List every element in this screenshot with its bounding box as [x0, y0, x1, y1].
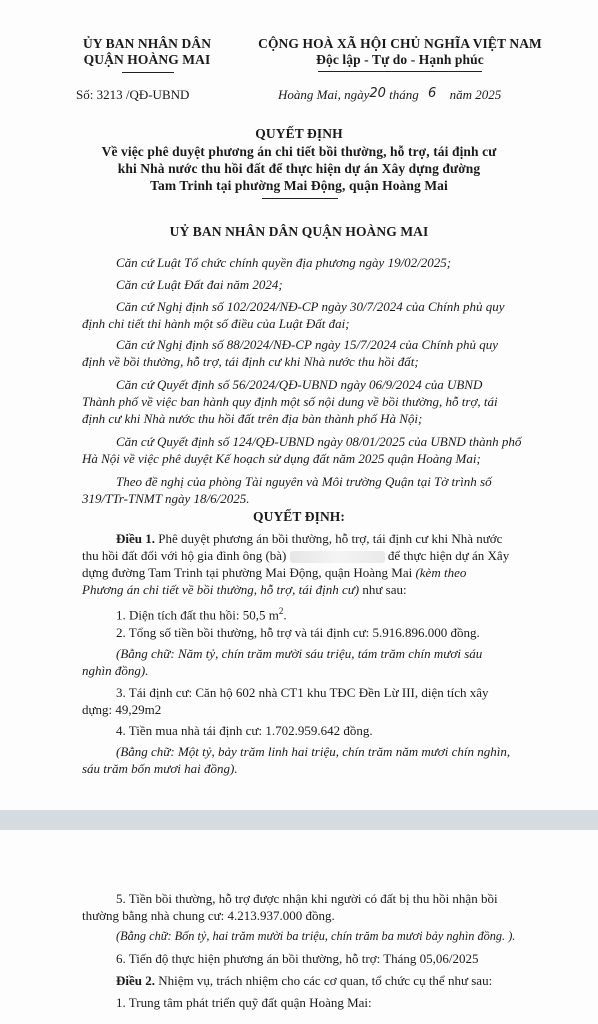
subject-line-1: Về việc phê duyệt phương án chi tiết bồi thường, hỗ trợ, tái định cư — [101, 144, 497, 159]
basis-1: Căn cứ Luật Tổ chức chính quyền địa phương ngày 19/02/2025; — [116, 255, 452, 270]
article-1-line-2: thu hồi đất đối với hộ gia đình ông (bà) để thực hiện dự án Xây — [82, 548, 510, 563]
item-5-words: (Bằng chữ: Bốn tỷ, hai trăm mười ba triệu, chín trăm ba mươi bảy nghìn đồng. ). — [116, 929, 516, 943]
national-motto: Độc lập - Tự do - Hạnh phúc — [316, 52, 484, 67]
basis-5-line-3: định cư khi Nhà nước thu hồi đất trên địa bàn thành phố Hà Nội; — [82, 411, 423, 426]
article-1-line-3: dựng đường Tam Trinh tại phường Mai Động, quận Hoàng Mai (kèm theo — [82, 565, 467, 580]
decision-heading: QUYẾT ĐỊNH: — [253, 509, 345, 524]
issuer-underline — [122, 72, 174, 73]
basis-3-line-1: Căn cứ Nghị định số 102/2024/NĐ-CP ngày 30/7/2024 của Chính phủ quy — [116, 299, 505, 314]
article-2-label: Điều 2. — [116, 973, 155, 988]
article-1-label: Điều 1. — [116, 531, 155, 546]
item-4-words-line-1: (Bằng chữ: Một tỷ, bảy trăm linh hai triệu, chín trăm năm mươi chín nghìn, — [116, 744, 511, 759]
basis-3-line-2: định chi tiết thi hành một số điều của Luật Đất đai; — [82, 316, 350, 331]
item-3-line-1: 3. Tái định cư: Căn hộ 602 nhà CT1 khu TĐC Đền Lừ III, diện tích xây — [116, 685, 489, 700]
basis-6-line-1: Căn cứ Quyết định số 124/QĐ-UBND ngày 08/01/2025 của UBND thành phố — [116, 434, 522, 449]
item-4-words-line-2: sáu trăm bốn mươi hai đồng). — [82, 761, 238, 776]
article-2-item-1: 1. Trung tâm phát triển quỹ đất quận Hoàng Mai: — [116, 995, 372, 1010]
authority-heading: UỶ BAN NHÂN DÂN QUẬN HOÀNG MAI — [169, 224, 429, 239]
item-3-line-2: dựng: 49,29m2 — [82, 702, 162, 717]
document-page-2 — [0, 830, 598, 1024]
place-date: Hoàng Mai, ngày20 tháng 6 năm 2025 — [278, 86, 502, 102]
subject-line-3: Tam Trinh tại phường Mai Động, quận Hoàng Mai — [150, 178, 448, 193]
item-6-schedule: 6. Tiến độ thực hiện phương án bồi thường, hỗ trợ: Tháng 05,06/2025 — [116, 951, 479, 966]
basis-4-line-1: Căn cứ Nghị định số 88/2024/NĐ-CP ngày 15/7/2024 của Chính phủ quy — [116, 337, 499, 352]
page-separator — [0, 810, 598, 830]
basis-2: Căn cứ Luật Đất đai năm 2024; — [116, 277, 283, 292]
item-2-words-line-1: (Bằng chữ: Năm tỷ, chín trăm mười sáu triệu, tám trăm chín mươi sáu — [116, 646, 483, 661]
item-5-line-2: thường bằng nhà chung cư: 4.213.937.000 đồng. — [82, 908, 335, 923]
item-4-purchase: 4. Tiền mua nhà tái định cư: 1.702.959.642 đồng. — [116, 723, 373, 738]
item-1-land-area: 1. Diện tích đất thu hồi: 50,5 $m^2$. — [116, 606, 287, 623]
article-2-line-1: Điều 2. Nhiệm vụ, trách nhiệm cho các cơ quan, tổ chức cụ thể như sau: — [116, 973, 493, 988]
document-number: Số: 3213 /QĐ-UBND — [76, 87, 190, 102]
article-1-line-1: Điều 1. Phê duyệt phương án bồi thường, hỗ trợ, tái định cư khi Nhà nước — [116, 531, 503, 546]
document-type: QUYẾT ĐỊNH — [255, 126, 343, 141]
proposal-line-2: 319/TTr-TNMT ngày 18/6/2025. — [82, 491, 250, 506]
motto-underline — [318, 71, 482, 72]
article-1-line-4: Phương án chi tiết về bồi thường, hỗ trợ, tái định cư) như sau: — [82, 582, 407, 597]
basis-4-line-2: định về bồi thường, hỗ trợ, tái định cư khi Nhà nước thu hồi đất; — [82, 354, 419, 369]
basis-5-line-2: Thành phố về việc ban hành quy định một số nội dung về bồi thường, hỗ trợ, tái — [82, 394, 498, 409]
item-2-words-line-2: nghìn đồng). — [82, 663, 149, 678]
proposal-line-1: Theo đề nghị của phòng Tài nguyên và Môi trường Quận tại Tờ trình số — [116, 474, 492, 489]
basis-5-line-1: Căn cứ Quyết định số 56/2024/QĐ-UBND ngày 06/9/2024 của UBND — [116, 377, 483, 392]
issuer-line-1: ỦY BAN NHÂN DÂN — [82, 36, 212, 51]
item-2-total: 2. Tổng số tiền bồi thường, hỗ trợ và tái định cư: 5.916.896.000 đồng. — [116, 625, 480, 640]
title-underline — [262, 198, 338, 199]
item-5-line-1: 5. Tiền bồi thường, hỗ trợ được nhận khi người có đất bị thu hồi nhận bồi — [116, 891, 498, 906]
subject-line-2: khi Nhà nước thu hồi đất để thực hiện dự án Xây dựng đường — [117, 161, 481, 176]
redacted-name — [290, 551, 385, 563]
basis-6-line-2: Hà Nội về việc phê duyệt Kế hoạch sử dụng đất năm 2025 quận Hoàng Mai; — [82, 451, 481, 466]
issuer-line-2: QUẬN HOÀNG MAI — [83, 52, 211, 67]
national-title: CỘNG HOÀ XÃ HỘI CHỦ NGHĨA VIỆT NAM — [258, 36, 542, 51]
